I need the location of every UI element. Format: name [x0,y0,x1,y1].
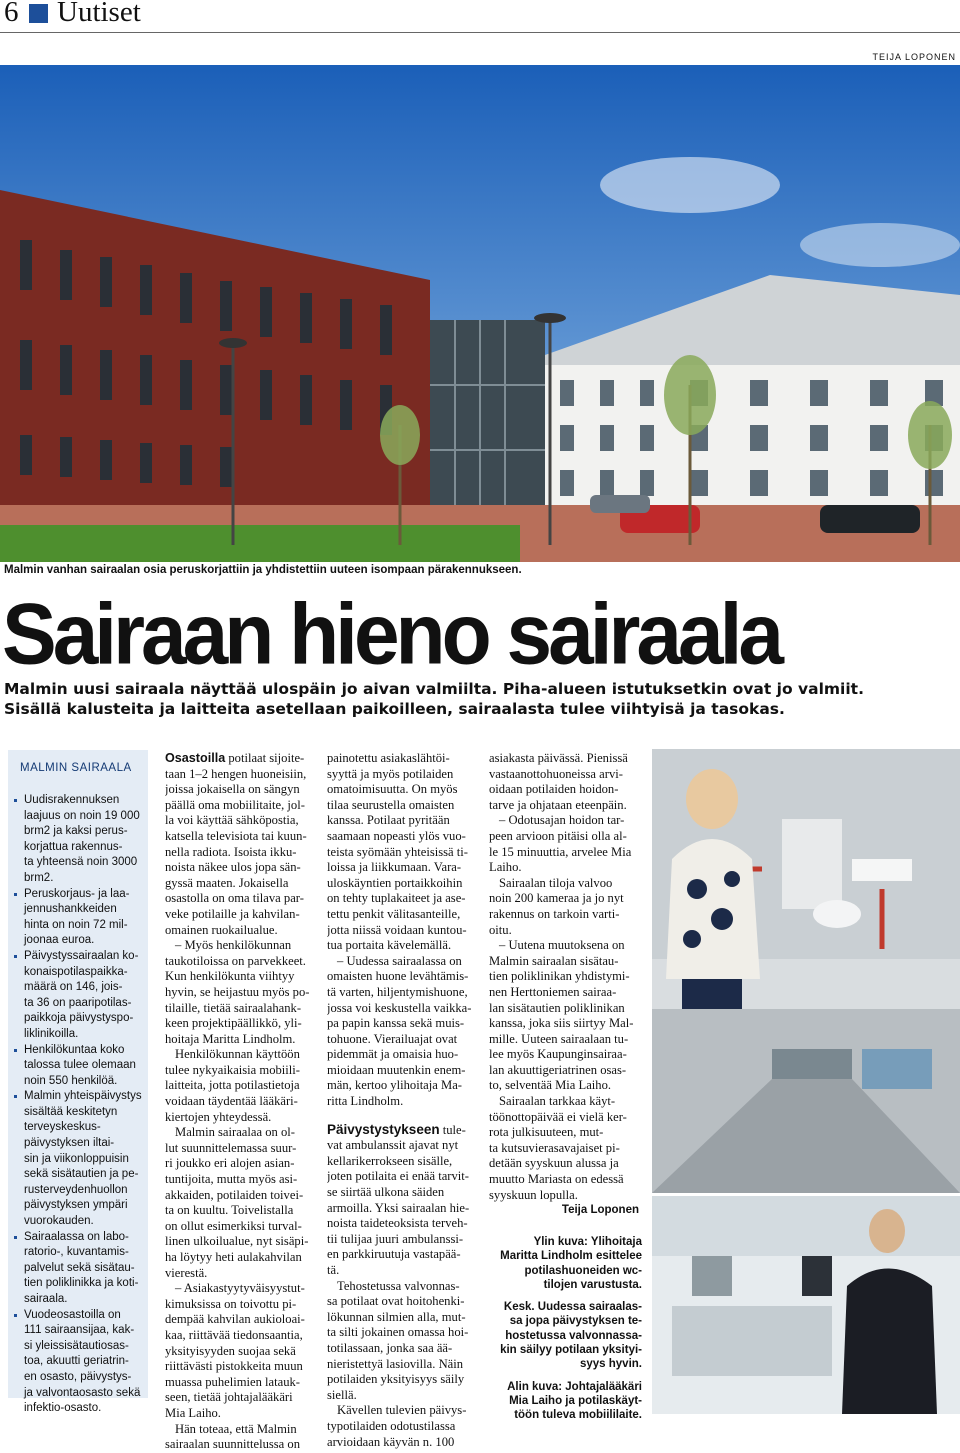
article-line: omainen ruokailualue. [165,922,278,937]
paragraph-gap [327,1110,487,1122]
article-line: akkaiden, potilaiden toivei- [165,1187,304,1202]
photo-caption-line: potilashuoneiden wc- [524,1264,642,1277]
article-line: tien poliklinikan yhdistymi- [489,969,630,984]
article-line: potilaat sijoite- [225,751,305,765]
article-line: osastolla on oma tilava par- [165,891,304,906]
article-line: kiertojen yhteydessä. [165,1109,272,1124]
article-line: tilaille, tietää sairaalahank- [165,1000,302,1015]
fact-line: Sairaalassa on labo- [24,1230,129,1243]
article-line: Tehostetussa valvonnas- [337,1278,460,1293]
fact-line: ja valvontaosasto sekä [24,1386,141,1399]
article-line: tä. [327,1263,340,1277]
article-line: Sairaalan tiloja valvoo [499,875,613,890]
article-line: töönottopäivää ei vielä ker- [489,1109,627,1124]
fact-line: ta yhteensä noin 3000 [24,856,138,869]
article-line: uloskäyntien portaikkoihin [327,875,463,890]
article-line: tilaa seurustella omaisten [327,797,455,812]
article-line: arvioidaan käyvän n. 100 [327,1434,455,1449]
headline: Sairaan hieno sairaala [2,586,781,683]
article-line: jossa voi keskustella vaikka- [327,1000,472,1015]
article-line: hyvin, se heijastuu myös po- [165,984,310,999]
photo-captions [480,1235,642,1423]
article-line: kimuksissa on toivottu pi- [165,1296,297,1311]
article-line: vastaanottohuoneissa arvi- [489,766,623,781]
article-line: lökunnan silmien alla, mut- [327,1309,466,1324]
article-line: pa papin kanssa sekä muis- [327,1016,465,1031]
photo-caption-line: hostetussa valvonnassa- [505,1329,642,1342]
article-line: lan akuuttigeriatrinen osas- [489,1062,627,1077]
article-line: armoilla. Yksi sairaalan hie- [327,1200,470,1215]
fact-line: infektio-osasto. [24,1402,102,1415]
fact-line: paikkoja päivystyspo- [24,1012,134,1025]
article-line: tule- [439,1122,466,1137]
article-column-1 [165,751,320,1453]
photo-caption-line: Kesk. Uudessa sairaalas- [503,1301,642,1314]
fact-line: terveyskeskus- [24,1121,101,1134]
article-line: tä varten, hiljentymishuone, [327,984,468,999]
fact-line: rusterveydenhuollon [24,1183,128,1196]
article-line: se siirtää ulkona säiden [327,1185,445,1200]
fact-line: Malmin yhteispäivystys [24,1090,142,1103]
fact-line: päivystyksen iltai- [24,1137,115,1150]
photo-caption-line: kin säilyy potilaan yksityi- [500,1344,642,1357]
article-line: lan sisätautien poliklinikan [489,1000,625,1015]
article-line: jotta niissä voidaan kuntou- [327,922,467,937]
article-line: syyttä ja myös potilaiden [327,766,454,781]
article-line: tettu penkit välitasanteille, [327,906,461,921]
article-line: to, selventää Mia Laiho. [489,1078,612,1093]
fact-line: hinta on noin 72 mil- [24,918,128,931]
fact-line: en osasto, päivystys- [24,1370,132,1383]
caption-gap [480,1292,642,1300]
article-line: – Uudessa sairaalassa on [337,953,462,968]
fact-line: vuorokauden. [24,1215,94,1228]
fact-item [14,949,142,1043]
fact-line: si yleissisätautiosas- [24,1339,129,1352]
article-line: – Uutena muutoksena on [499,938,625,953]
fact-item [14,887,142,949]
article-line: muutto Mariasta on edessä [489,1172,624,1187]
fact-line: Uudisrakennuksen [24,794,120,806]
article-line: ha löytyy heti aulakahvilan [165,1250,302,1264]
article-line: – Odotusajan hoidon tar- [499,813,625,828]
caption-gap [480,1372,642,1380]
article-line: Kun henkilökunta viihtyy [165,969,295,984]
article-line: ri joukko eri alojen asian- [165,1156,295,1171]
article-line: lee myös Kaupunginsairaa- [489,1047,627,1062]
article-line: män, kertoo ylihoitaja Ma- [327,1078,462,1093]
fact-box-title: MALMIN SAIRAALA [20,762,132,774]
article-column-2 [327,751,487,1450]
article-column-3 [489,751,639,1219]
article-line: pidemmät ja omaisia huo- [327,1047,459,1062]
lead-line-1: Malmin uusi sairaala näyttää ulospäin jo aivan valmiilta. Piha-alueen istutuksetkin ovat jo valmiit. [4,680,864,698]
subheading: Päivystystykseen [327,1121,440,1137]
article-line: oitu. [489,922,512,937]
fact-line: Vuodeosastoilla on [24,1308,121,1321]
fact-line: jennushankkeiden [24,903,117,916]
fact-line: sin ja viikonloppuisin [24,1152,129,1165]
article-line: Kävellen tulevien päivys- [337,1403,467,1418]
article-line: katsella televisiota tai kuun- [165,828,307,843]
fact-line: Päivystyssairaalan ko- [24,949,139,962]
article-line: ta kutsuvierasavajaiset pi- [489,1140,620,1155]
article-line: tua portaita kävelemällä. [327,938,452,953]
fact-line: määrä on 146, jois- [24,981,123,994]
article-line: tii tulijaa juuri ambulanssi- [327,1231,464,1246]
article-line: hoitaja Maritta Lindholm. [165,1031,296,1046]
article-line: keen projektipäällikkö, yli- [165,1016,302,1031]
article-line: saamaan nopeasti ylös vuo- [327,828,466,843]
fact-line: korjattua rakennus- [24,840,123,853]
photo-caption-line: sa jopa päivystyksen te- [509,1315,642,1328]
article-line: on tehty tuplakaiteet ja ase- [327,891,466,906]
article-line: peen arvioon pitäisi olla al- [489,828,627,843]
fact-item [14,793,142,887]
fact-line: noin 550 henkilöä. [24,1074,118,1087]
article-line: siellä. [327,1387,357,1402]
article-line: yksityisyyden suojaa sekä [165,1343,296,1358]
article-line: tuntijoita, mutta myös asi- [165,1172,298,1187]
article-line: riittävästi pistokkeita muun [165,1359,303,1374]
fact-line: sairaala. [24,1293,68,1305]
article-line: joissa jokaisella on sängyn [165,782,300,797]
article-line: asiakasta päivässä. Pienissä [489,751,628,765]
article-line: Sairaalan tarkkaa käyt- [499,1094,616,1109]
article-line: gyssä maaten. Jokaisella [165,875,289,890]
hero-photo [0,65,960,562]
article-line: typotilaiden odotustilassa [327,1418,456,1433]
article-line: ritta Lindholm. [327,1094,404,1109]
lead-line-2: Sisällä kalusteita ja laitteita asetellaan paikoilleen, sairaalasta tulee viihtyisä ja tasokas. [4,700,785,718]
article-line: päällä oma mobiilitaite, jol- [165,797,305,812]
article-line: mille. Uuteen sairaalaan tu- [489,1031,629,1046]
hero-caption: Malmin vanhan sairaalan osia peruskorjattiin ja yhdistettiin uuteen isompaan pärakennukseen. [4,564,522,576]
fact-line: Henkilökuntaa koko [24,1043,125,1056]
article-line: teista syömään yhteisissä ti- [327,844,468,859]
photo-caption-line: tilojen varustusta. [543,1278,642,1291]
article-line: Hän toteaa, että Malmin [175,1421,297,1436]
article-line: kanssa, joka siis siirtyy Mal- [489,1016,634,1031]
article-line: ta on kuultu. Toivelistalla [165,1203,294,1218]
run-in-heading: Osastoilla [165,751,226,765]
photo-credit: TEIJA LOPONEN [872,52,956,62]
article-line: mioidaan muutenkin enem- [327,1062,466,1077]
article-line: Malmin sairaalaa on ol- [175,1125,295,1140]
article-line: Laiho. [489,860,522,875]
article-line: tulee nykyaikaisia mobiili- [165,1062,301,1077]
article-line: rota julkisuuteen, mut- [489,1125,604,1140]
photo-top-right [652,749,960,1193]
fact-line: brm2. [24,871,54,884]
article-first-line [165,751,320,767]
article-line: rakennus on tarkoin varti- [489,906,620,921]
article-line: joten potilaita ei enää tarvit- [327,1169,469,1184]
article-line: taukotiloissa on parvekkeet. [165,953,306,968]
article-line: dempää kahvilan aukioloai- [165,1312,305,1327]
photo-caption-line: töön tuleva mobiililaite. [514,1409,642,1422]
photo-caption-line: syys hyvin. [579,1358,642,1371]
article-line: Malmin sairaalan sisätau- [489,953,619,968]
article-line: – Asiakastyytyväisyystut- [175,1281,305,1296]
article-line: loissa ja liikkumaan. Vara- [327,860,462,875]
article-line: noista näkee ulos jopa sän- [165,860,301,875]
article-line: syyskuun lopulla. [489,1187,578,1202]
article-line: le 15 minuuttia, arvelee Mia [489,844,632,859]
fact-line: sisältää keskitetyn [24,1105,118,1118]
fact-line: brm2 ja kaksi perus- [24,825,128,838]
fact-line: ta 36 on paaripotilas- [24,996,132,1009]
article-line: kellarikerrokseen sisälle, [327,1153,453,1168]
photo-caption-line: Mia Laiho ja potilaskäyt- [509,1394,642,1407]
article-line: linen ulkoilualue, nyt sisäpi- [165,1234,309,1249]
fact-line: päivystyksen ympäri [24,1199,128,1212]
section-marker [29,4,48,23]
article-line: oidaan potilaiden hoidon- [489,782,619,797]
page-number: 6 [4,0,19,28]
article-line: nen Herttoniemen sairaa- [489,984,617,999]
photo-bottom-right [652,1196,960,1414]
article-line: ta silti jokainen omassa hoi- [327,1325,469,1340]
fact-line: tien poliklinikka ja koti- [24,1277,139,1290]
photo-caption-line: Maritta Lindholm esittelee [500,1250,642,1263]
article-line: omatoimisuutta. On myös [327,782,458,797]
fact-line: konaispotilaspaikka- [24,965,128,978]
article-line: painotettu asiakaslähtöi- [327,751,450,765]
article-line: voidaan täydentää lääkäri- [165,1094,298,1109]
subhead-line [327,1122,487,1139]
fact-line: talossa tulee olemaan [24,1059,136,1072]
fact-line: joonaa euroa. [24,934,95,947]
article-line: nieristettyä lasiovilla. Näin [327,1356,464,1371]
fact-item [14,1043,142,1090]
article-line: noin 200 kameraa ja jo nyt [489,891,624,906]
fact-line: 111 sairaansijaa, kak- [24,1324,135,1337]
article-line: potilaiden yksityisyys säily [327,1372,465,1387]
article-line: sa potilaat ovat hoitohenki- [327,1294,465,1309]
article-line: sairaalan suunnittelussa on [165,1437,301,1452]
article-line: vierestä. [165,1265,208,1280]
fact-item [14,1308,142,1417]
section-title: Uutiset [57,0,141,28]
fact-item [14,1089,142,1229]
article-line: vat ambulanssit ajavat nyt [327,1138,459,1153]
fact-list [14,793,142,1417]
article-line: – Myös henkilökunnan [175,938,292,953]
fact-line: ratorio-, kuvantamis- [24,1246,129,1259]
byline: Teija Loponen [561,1204,639,1217]
article-line: omaisten huone levähtämis- [327,969,469,984]
photo-caption-line: Alin kuva: Johtajalääkäri [507,1380,642,1393]
article-line: laitteita, jotta potilastietoja [165,1078,300,1093]
article-line: Henkilökunnan käyttöön [175,1047,300,1062]
article-line: en parkkiruutuja vastapää- [327,1247,461,1262]
article-line: tohuone. Vierailuajat ovat [327,1031,458,1046]
article-line: kaa, riittävää tiedonsaantia, [165,1327,303,1342]
fact-item [14,1230,142,1308]
article-line: noista taideteoksista terveh- [327,1216,468,1231]
fact-line: laajuus on noin 19 000 [24,809,140,822]
article-line: on ollut esimerkiksi turval- [165,1218,302,1233]
article-line: la voi käyttää sähköpostia, [165,813,299,828]
fact-line: sekä sisätautien ja pe- [24,1168,139,1181]
fact-line: Peruskorjaus- ja laa- [24,887,130,900]
article-line: tarve ja ohjataan eteenpäin. [489,797,627,812]
article-line: seen, tietää johtajalääkäri [165,1390,293,1405]
header-rule [0,32,960,33]
article-line: kanssa. Potilaat pyritään [327,813,450,828]
article-line: Mia Laiho. [165,1405,221,1420]
article-line: nella radiota. Isoista ikku- [165,844,297,859]
fact-line: liklinikoilla. [24,1027,79,1040]
article-line: detään syyskuun alussa ja [489,1156,619,1171]
fact-line: toa, akuutti geriatrin- [24,1355,129,1368]
article-line: taan 1–2 hengen huoneisiin, [165,766,307,781]
fact-line: palvelut sekä sisätau- [24,1261,135,1274]
article-line: totilassaan, jonka saa ää- [327,1340,453,1355]
article-line: veke potilaille ja kahvilan- [165,906,300,921]
article-line: muassa puhelimien latauk- [165,1374,300,1389]
photo-caption-line: Ylin kuva: Ylihoitaja [533,1236,642,1248]
article-line: lut suunnittelemassa suur- [165,1140,297,1155]
